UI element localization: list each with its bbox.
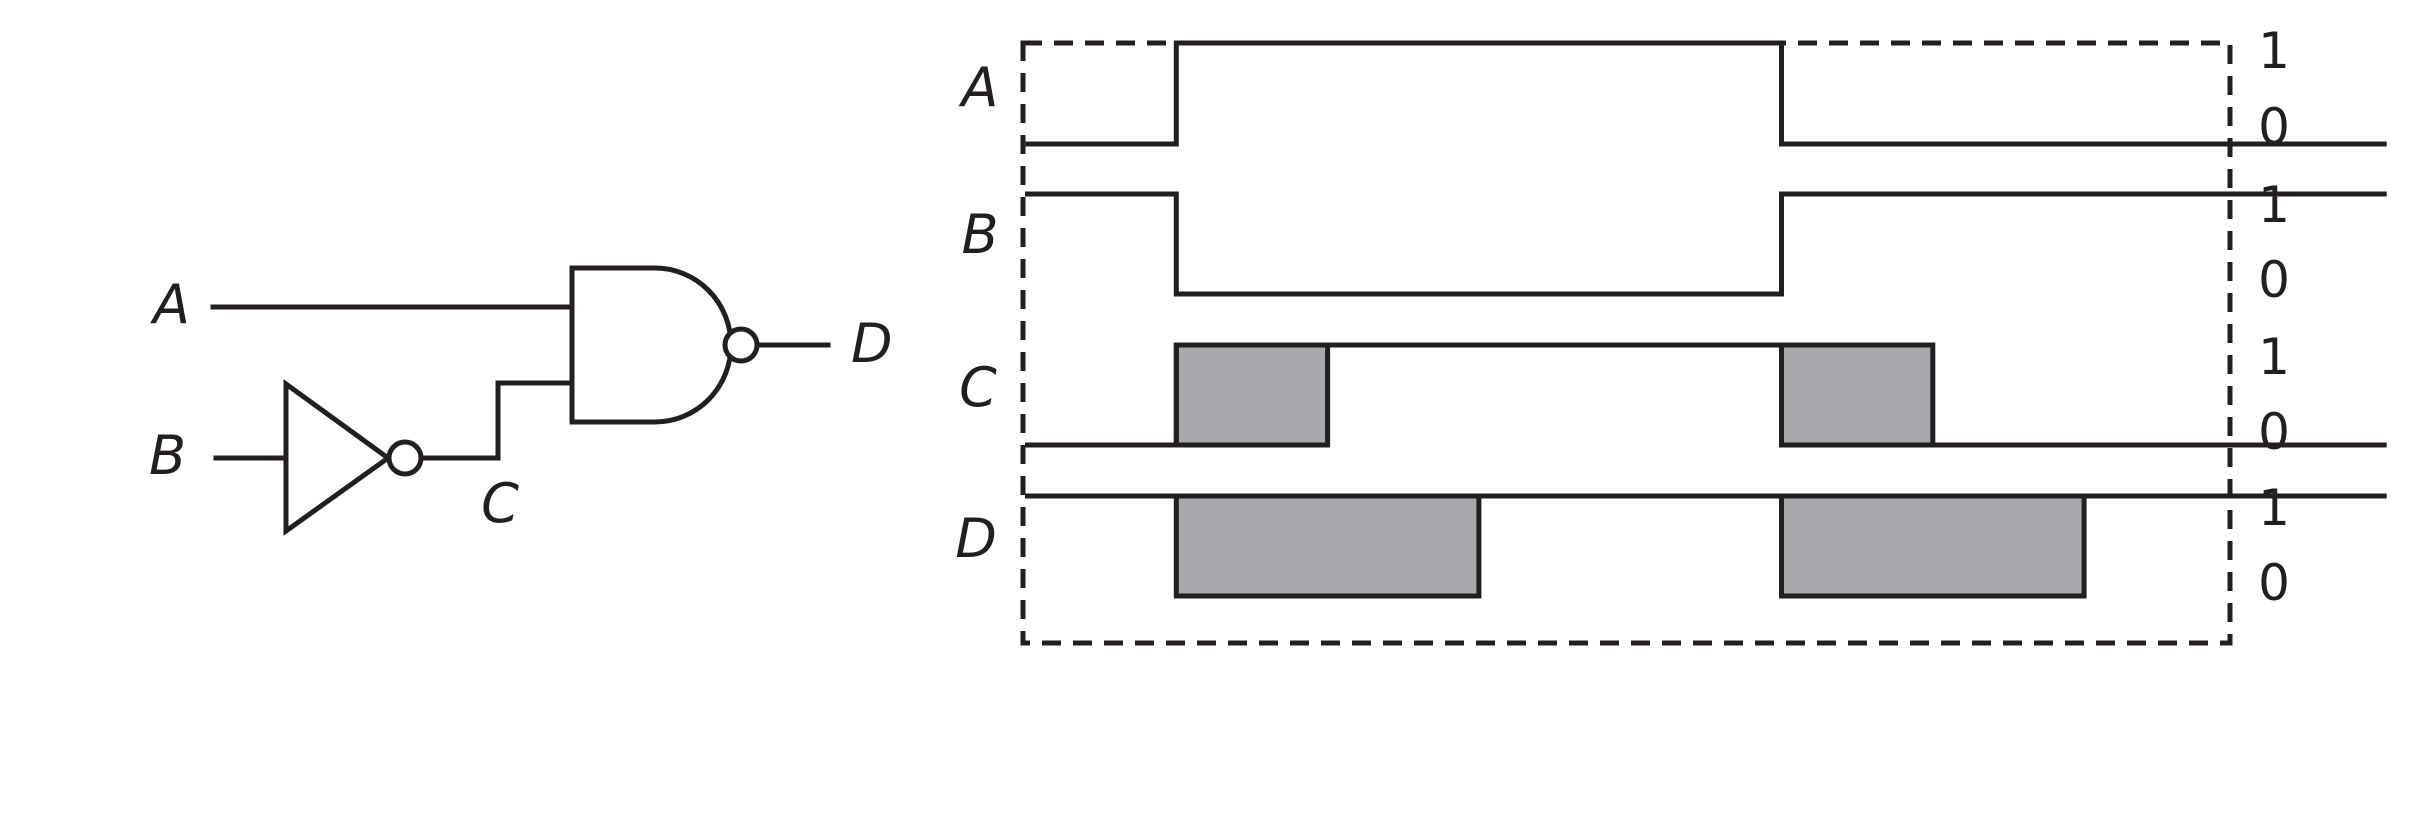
level-high-label-c: 1 [2258, 328, 2290, 386]
timing-label-a: A [961, 56, 999, 119]
level-high-label-d: 1 [2258, 479, 2290, 537]
level-high-label-a: 1 [2258, 22, 2290, 80]
glitch-region-c-1 [1176, 345, 1327, 445]
wire-c [423, 383, 572, 458]
glitch-region-d-1 [1176, 496, 1479, 596]
circuit-schematic [149, 268, 893, 535]
level-low-label-d: 0 [2258, 554, 2290, 612]
label-c: C [481, 472, 519, 535]
timing-row-d [955, 479, 2290, 612]
waveform-a [1025, 43, 2387, 144]
glitch-region-c-2 [1782, 345, 1933, 445]
glitch-region-d-2 [1782, 496, 2085, 596]
level-low-label-a: 0 [2258, 98, 2290, 156]
level-low-label-c: 0 [2258, 403, 2290, 461]
timing-label-c: C [959, 356, 997, 419]
nand-bubble [725, 329, 757, 361]
waveform-b [1025, 194, 2387, 294]
label-a: A [153, 273, 190, 336]
timing-diagram [955, 22, 2386, 643]
inverter-bubble [389, 442, 421, 474]
timing-label-b: B [961, 203, 999, 266]
level-low-label-b: 0 [2258, 251, 2290, 309]
waveforms [1025, 43, 2387, 596]
inverter-gate [286, 384, 388, 531]
timing-row-c [959, 328, 2290, 461]
nand-gate [572, 268, 731, 422]
level-high-label-b: 1 [2258, 176, 2290, 234]
label-d: D [851, 312, 893, 375]
timing-label-d: D [955, 507, 997, 570]
label-b: B [148, 424, 186, 487]
